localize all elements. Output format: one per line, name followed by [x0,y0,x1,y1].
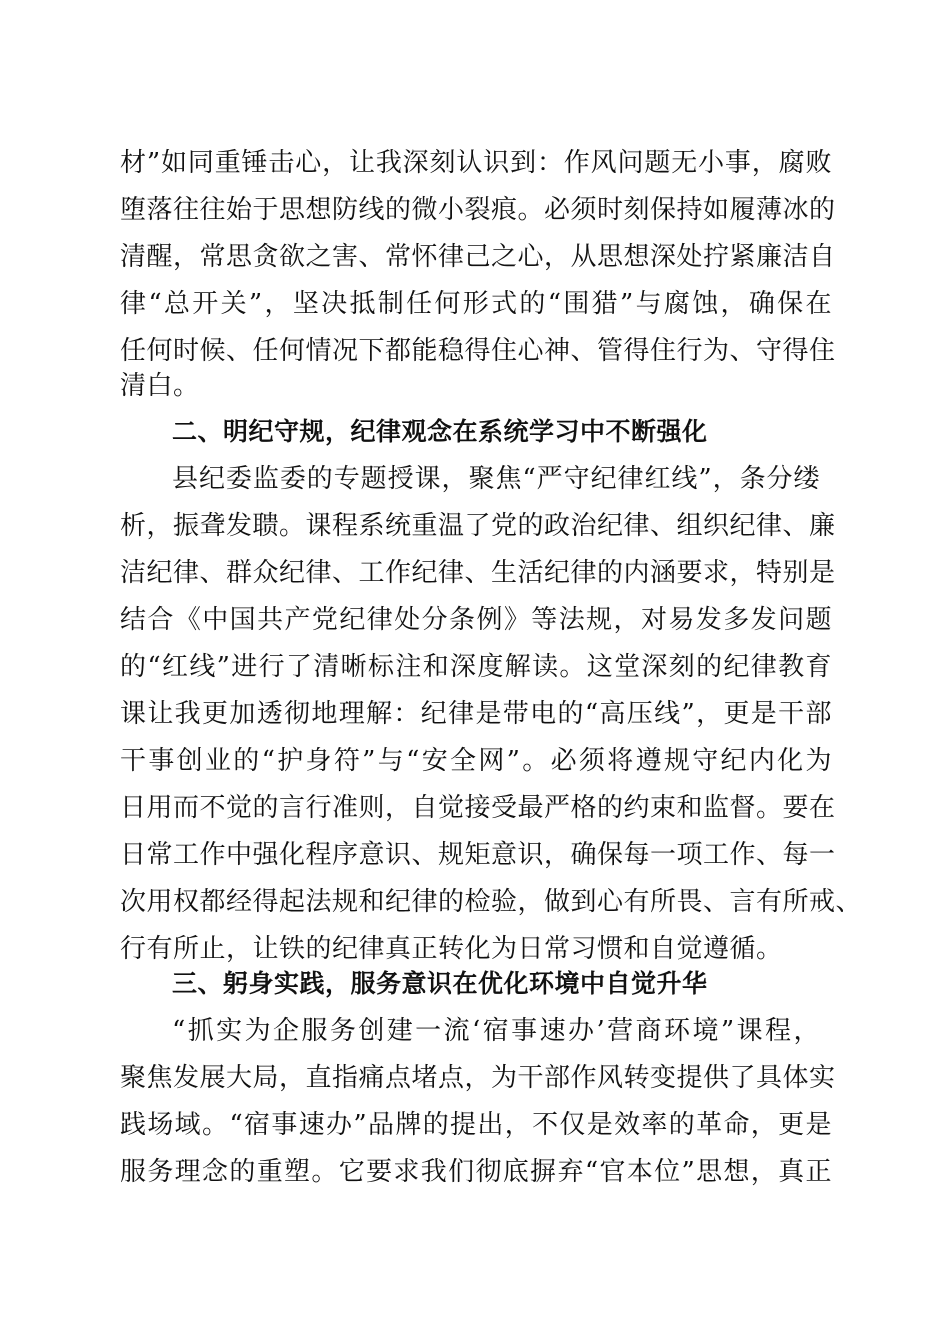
paragraph-line: 日常工作中强化程序意识、规矩意识，确保每一项工作、每一 [120,840,836,870]
paragraph-line: 行有所止，让铁的纪律真正转化为日常习惯和自觉遵循。 [120,934,783,964]
paragraph-line: 践场域。“宿事速办”品牌的提出，不仅是效率的革命，更是 [120,1110,832,1140]
paragraph-line: 材”如同重锤击心，让我深刻认识到：作风问题无小事，腐败 [120,148,832,178]
paragraph-line: 县纪委监委的专题授课，聚焦“严守纪律红线”，条分缕 [172,464,820,494]
paragraph-line: 干事创业的“护身符”与“安全网”。必须将遵规守纪内化为 [120,746,832,776]
paragraph-line: 聚焦发展大局，直指痛点堵点，为干部作风转变提供了具体实 [120,1063,836,1093]
paragraph-line: 清醒，常思贪欲之害、常怀律己之心，从思想深处拧紧廉洁自 [120,242,836,272]
paragraph-line: 任何时候、任何情况下都能稳得住心神、管得住行为、守得住 [120,336,836,366]
paragraph-line: 结合《中国共产党纪律处分条例》等法规，对易发多发问题 [120,605,832,635]
paragraph-line: 次用权都经得起法规和纪律的检验，做到心有所畏、言有所戒、 [120,887,863,917]
paragraph-line: 清白。 [120,371,200,401]
paragraph-line: 服务理念的重塑。它要求我们彻底摒弃“官本位”思想，真正 [120,1157,832,1187]
paragraph-line: 堕落往往始于思想防线的微小裂痕。必须时刻保持如履薄冰的 [120,195,836,225]
paragraph-line: 律“总开关”，坚决抵制任何形式的“围猎”与腐蚀，确保在 [120,289,832,319]
section-heading: 二、明纪守规，纪律观念在系统学习中不断强化 [172,417,708,446]
paragraph-line: 的“红线”进行了清晰标注和深度解读。这堂深刻的纪律教育 [120,652,832,682]
section-heading: 三、躬身实践，服务意识在优化环境中自觉升华 [172,969,708,998]
paragraph-line: “抓实为企服务创建一流‘宿事速办’营商环境”课程， [172,1016,820,1046]
paragraph-line: 课让我更加透彻地理解：纪律是带电的“高压线”，更是干部 [120,699,832,729]
paragraph-line: 析，振聋发聩。课程系统重温了党的政治纪律、组织纪律、廉 [120,511,836,541]
paragraph-line: 日用而不觉的言行准则，自觉接受最严格的约束和监督。要在 [120,793,836,823]
paragraph-line: 洁纪律、群众纪律、工作纪律、生活纪律的内涵要求，特别是 [120,558,836,588]
